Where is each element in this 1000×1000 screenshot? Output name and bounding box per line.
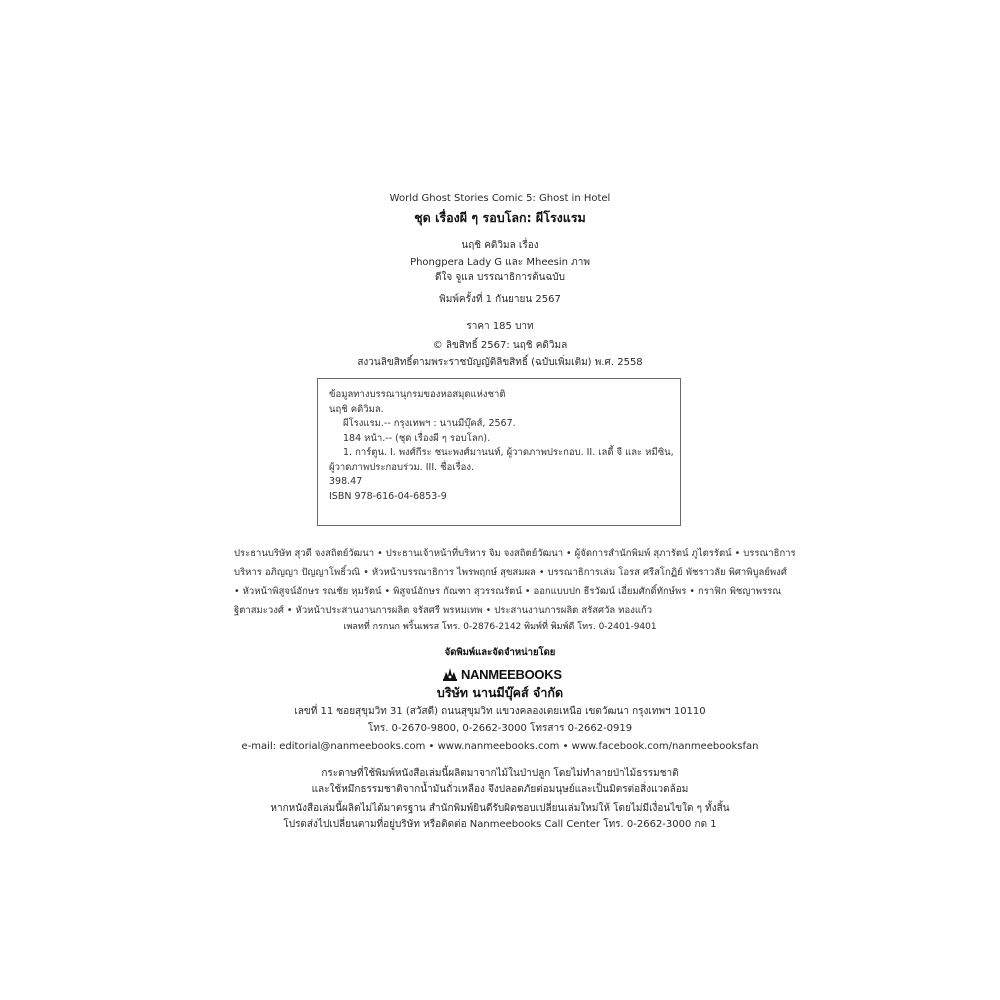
cataloging-data-box bbox=[317, 378, 681, 526]
staff-line: ประธานบริษัท สุวดี จงสถิตย์วัฒนา • ประธานเจ้าหน้าที่บริหาร จิม จงสถิตย์วัฒนา • ผู้จัดการสำนักพิมพ์ สุภารัตน์ ภูไตรรัตน์ • บรรณาธิการ bbox=[234, 548, 796, 559]
defect-policy-cont: โปรดส่งไปเปลี่ยนตามที่อยู่บริษัท หรือติดต่อ Nanmeebooks Call Center โทร. 0-2662-3000 กด 1 bbox=[283, 819, 717, 830]
staff-line: ฐิตาสมะวงศ์ • หัวหน้าประสานงานการผลิต จรัสศรี พรหมเทพ • ประสานงานการผลิต สรัสศวัล ทองแก้ว bbox=[234, 605, 653, 616]
illustrator-credit: Phongpera Lady G และ Mheesin ภาพ bbox=[410, 257, 590, 268]
staff-line: • หัวหน้าพิสูจน์อักษร รณชัย หุมรัตน์ • พิสูจน์อักษร กัณฑา สุวรรณรัตน์ • ออกแบบปก ธีรวัฒน์ เอี่ยมศักดิ์ทักษ์พร • กราฟิก พิชญาพรรณ bbox=[234, 586, 782, 597]
publisher-address: เลขที่ 11 ซอยสุขุมวิท 31 (สวัสดี) ถนนสุขุมวิท แขวงคลองเตยเหนือ เขตวัฒนา กรุงเทพฯ 10110 bbox=[294, 706, 706, 717]
cip-author: นฤชิ คดิวิมล. bbox=[329, 403, 384, 415]
thai-title: ชุด เรื่องผี ๆ รอบโลก: ผีโรงแรม bbox=[414, 210, 586, 225]
price: ราคา 185 บาท bbox=[466, 321, 534, 332]
printer-info: เพลทที่ กรกนก พริ้นเพรส โทร. 0-2876-2142 พิมพ์ที่ พิมพ์ดี โทร. 0-2401-9401 bbox=[343, 622, 657, 632]
english-title: World Ghost Stories Comic 5: Ghost in Hotel bbox=[389, 193, 611, 204]
paper-note: กระดาษที่ใช้พิมพ์หนังสือเล่มนี้ผลิตมาจากไม้ในป่าปลูก โดยไม่ทำลายป่าไม้ธรรมชาติ bbox=[321, 768, 679, 779]
editor-credit: ดีใจ จูแล บรรณาธิการต้นฉบับ bbox=[435, 272, 565, 283]
nanmeebooks-logo bbox=[442, 664, 562, 684]
cip-subjects-cont: ผู้วาดภาพประกอบร่วม. III. ชื่อเรื่อง. bbox=[329, 461, 475, 473]
publisher-name: บริษัท นานมีบุ๊คส์ จำกัด bbox=[436, 685, 564, 700]
publisher-phones: โทร. 0-2670-9800, 0-2662-3000 โทรสาร 0-2662-0919 bbox=[367, 723, 633, 734]
cip-heading: ข้อมูลทางบรรณานุกรมของหอสมุดแห่งชาติ bbox=[329, 389, 506, 400]
paper-note-cont: และใช้หมึกธรรมชาติจากน้ำมันถั่วเหลือง จึงปลอดภัยต่อมนุษย์และเป็นมิตรต่อสิ่งแวดล้อม bbox=[311, 784, 689, 795]
defect-policy: หากหนังสือเล่มนี้ผลิตไม่ได้มาตรฐาน สำนักพิมพ์ยินดีรับผิดชอบเปลี่ยนเล่มใหม่ให้ โดยไม่มีเงื่อนไขใด ๆ ทั้งสิ้น bbox=[270, 803, 730, 814]
staff-line: บริหาร อภิญญา ปัญญาโพธิ์วณิ • หัวหน้าบรรณาธิการ ไพรพฤกษ์ สุขสมผล • บรรณาธิการเล่ม โอรส ศรีสโกฏิย์ พัชราวลัย พิศาพิบูลย์พงศ์ bbox=[234, 567, 787, 578]
distributor-label: จัดพิมพ์และจัดจำหน่ายโดย bbox=[444, 647, 556, 658]
staff-credits bbox=[234, 544, 796, 620]
publisher-contacts: e-mail: editorial@nanmeebooks.com • www.nanmeebooks.com • www.facebook.com/nanmeebooksfan bbox=[241, 741, 759, 752]
logo-wordmark: NANMEEBOOKS bbox=[461, 666, 562, 682]
cip-isbn: ISBN 978-616-04-6853-9 bbox=[329, 490, 447, 502]
cip-subjects: 1. การ์ตูน. I. พงศ์กีระ ชนะพงศ์มานนท์, ผู้วาดภาพประกอบ. II. เลดี้ จี และ หมีซิน, bbox=[343, 447, 674, 458]
cip-pages: 184 หน้า.-- (ชุด เรื่องผี ๆ รอบโลก). bbox=[343, 432, 491, 444]
logo-mark-icon bbox=[442, 666, 458, 682]
rights-reserved: สงวนลิขสิทธิ์ตามพระราชบัญญัติลิขสิทธิ์ (ฉบับเพิ่มเติม) พ.ศ. 2558 bbox=[357, 357, 643, 368]
printing-edition: พิมพ์ครั้งที่ 1 กันยายน 2567 bbox=[439, 294, 561, 305]
copyright-notice: © ลิขสิทธิ์ 2567: นฤชิ คดิวิมล bbox=[432, 340, 568, 351]
author-credit: นฤชิ คดิวิมล เรื่อง bbox=[461, 240, 539, 251]
cip-title: ผีโรงแรม.-- กรุงเทพฯ : นานมีบุ๊คส์, 2567. bbox=[343, 418, 516, 429]
cip-class-number: 398.47 bbox=[329, 476, 363, 487]
